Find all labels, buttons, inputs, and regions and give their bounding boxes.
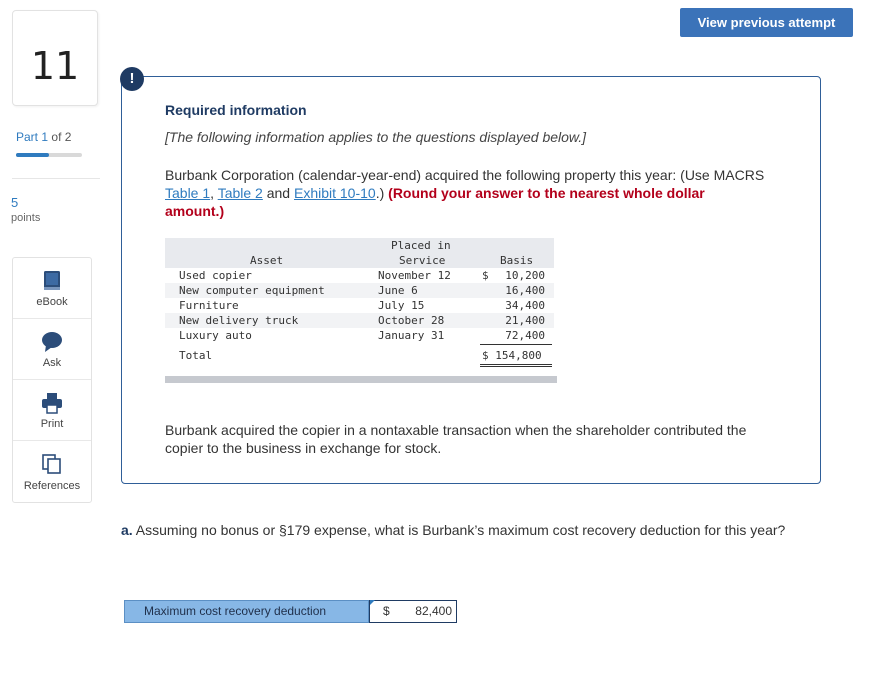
asset-table [165, 238, 554, 383]
copier-paragraph: Burbank acquired the copier in a nontaxable transaction when the shareholder contributed the copier to the business in exchange for stock. [165, 422, 747, 456]
total-double-rule [480, 364, 552, 367]
view-previous-attempt-button[interactable]: View previous attempt [680, 8, 853, 37]
copy-icon [41, 453, 63, 480]
table-2-link[interactable]: Table 2 [217, 185, 263, 201]
header-placed-line1: Placed in [391, 239, 451, 252]
table-cell-basis: 10,200 [505, 269, 545, 282]
question-number: 11 [30, 44, 80, 88]
question-prefix: a. [121, 522, 133, 538]
table-cell-basis: 16,400 [505, 284, 545, 297]
info-note: [The following information applies to the questions displayed below.] [165, 129, 587, 145]
part-progress-bar [16, 153, 82, 157]
answer-label: Maximum cost recovery deduction [124, 600, 369, 623]
answer-flag-icon [370, 600, 375, 605]
header-placed-line2: Service [399, 254, 446, 267]
info-paragraph [165, 166, 765, 220]
ask-label: Ask [42, 357, 62, 369]
table-1-link[interactable]: Table 1 [165, 185, 211, 201]
question-body: Assuming no bonus or §179 expense, what is Burbank’s maximum cost recovery deduction for this year? [132, 522, 786, 538]
table-cell-placed: October 28 [378, 314, 445, 327]
info-paragraph-text: Burbank Corporation (calendar-year-end) acquired the following property this year: (Use MACRS [165, 167, 765, 183]
table-cell-asset: Furniture [179, 299, 239, 312]
alert-icon: ! [120, 67, 144, 91]
required-info-title: Required information [165, 102, 307, 118]
ask-button[interactable] [13, 319, 91, 380]
table-cell-placed: July 15 [378, 299, 425, 312]
rail-divider [12, 178, 100, 179]
points-value: 5 [11, 195, 19, 210]
part-current: 1 [41, 130, 49, 144]
rounding-instruction: (Round your answer to the nearest whole dollar amount.) [165, 185, 705, 219]
table-header-background [165, 238, 554, 268]
part-indicator [16, 130, 71, 144]
references-label: References [23, 480, 81, 492]
total-rule [480, 344, 552, 345]
header-asset: Asset [250, 254, 284, 267]
question-text [121, 521, 841, 539]
link-separator-and: and [262, 185, 294, 201]
tools-panel [12, 257, 92, 503]
table-cell-currency: $ [482, 269, 489, 282]
part-word: Part [16, 130, 39, 144]
table-cell-asset: New delivery truck [179, 314, 299, 327]
table-cell-basis: 72,400 [505, 329, 545, 342]
table-cell-placed: November 12 [378, 269, 451, 282]
table-total-value: $ 154,800 [482, 349, 542, 362]
answer-input[interactable] [369, 600, 457, 623]
chat-bubble-icon [41, 331, 63, 358]
table-cell-asset: Used copier [179, 269, 252, 282]
table-cell-placed: January 31 [378, 329, 445, 342]
table-cell-asset: New computer equipment [179, 284, 325, 297]
print-button[interactable] [13, 380, 91, 441]
printer-icon [41, 392, 63, 419]
print-label: Print [40, 418, 64, 430]
table-bottom-strip [165, 376, 557, 383]
part-progress-fill [16, 153, 49, 157]
table-cell-basis: 34,400 [505, 299, 545, 312]
ebook-button[interactable] [13, 258, 91, 319]
table-cell-basis: 21,400 [505, 314, 545, 327]
table-total-label: Total [179, 349, 213, 362]
table-cell-placed: June 6 [378, 284, 418, 297]
info-paragraph-after-links: .) [375, 185, 389, 201]
table-cell-asset: Luxury auto [179, 329, 252, 342]
required-information-box [121, 76, 821, 484]
part-of-total: of 2 [51, 130, 72, 144]
question-number-card [12, 10, 98, 106]
references-button[interactable] [13, 441, 91, 502]
answer-value: 82,400 [415, 604, 452, 618]
ebook-label: eBook [36, 296, 68, 308]
points-label: points [11, 212, 41, 224]
header-basis: Basis [500, 254, 534, 267]
book-icon [42, 270, 62, 297]
exhibit-10-10-link[interactable]: Exhibit 10-10 [293, 185, 376, 201]
link-separator: , [210, 185, 218, 201]
answer-currency: $ [383, 604, 390, 618]
